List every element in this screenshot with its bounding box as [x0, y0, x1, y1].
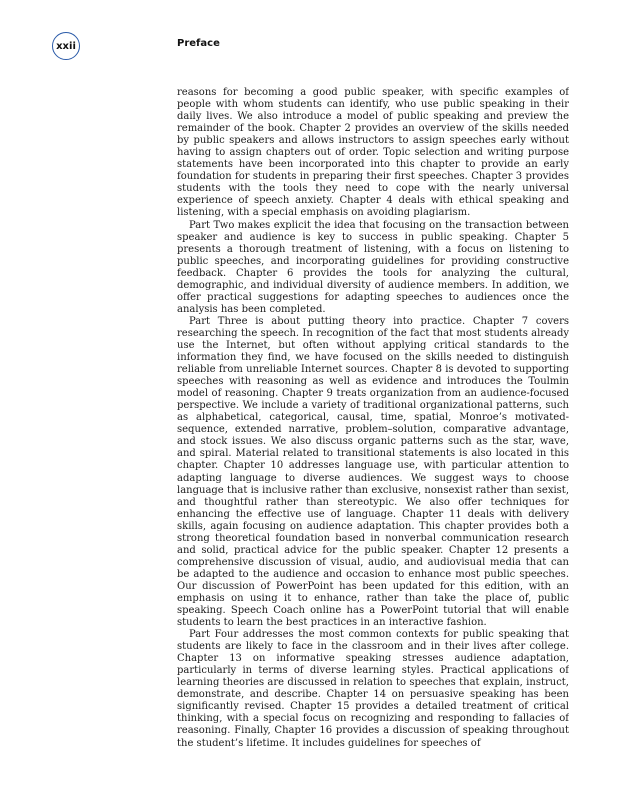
body-text [177, 87, 569, 767]
paragraph-3: Part Three is about putting theory into practice. Chapter 7 covers researching the speech. In recognition of the fact that most students already use the Internet, but often without applying critical standards to the information they find, we have focused on the skills needed to distinguish reliable from unreliable Internet sources. Chapter 8 is devoted to supporting speeches with reasoning as well as evidence and introduces the Toulmin model of reasoning. Chapter 9 treats organization from an audience-focused perspective. We include a variety of traditional organizational patterns, such as alphabetical, categorical, causal, time, spatial, Monroe’s motivated-sequence, extended narrative, problem–solution, comparative advantage, and stock issues. We also discuss organic patterns such as the star, wave, and spiral. Material related to transitional statements is also located in this chapter. Chapter 10 addresses language use, with particular attention to adapting language to diverse audiences. We suggest ways to choose language that is inclusive rather than exclusive, nonsexist rather than sexist, and thoughtful rather than stereotypic. We also offer techniques for enhancing the effective use of language. Chapter 11 deals with delivery skills, again focusing on audience adaptation. This chapter provides both a strong theoretical foundation based in nonverbal communication research and solid, practical advice for the public speaker. Chapter 12 presents a comprehensive discussion of visual, audio, and audiovisual media that can be adapted to the audience and occasion to enhance most public speeches. Our discussion of PowerPoint has been updated for this edition, with an emphasis on using it to enhance, rather than take the place of, public speaking. Speech Coach online has a PowerPoint tutorial that will enable students to learn the best practices in an interactive fashion. [177, 315, 569, 629]
paragraph-2: Part Two makes explicit the idea that focusing on the transaction between speaker and audience is key to success in public speaking. Chapter 5 presents a thorough treatment of listening, with a focus on listening to public speeches, and incorporating guidelines for providing constructive feedback. Chapter 6 provides the tools for analyzing the cultural, demographic, and individual diversity of audience members. In addition, we offer practical suggestions for adapting speeches to audiences once the analysis has been completed. [177, 219, 569, 315]
page-number: xxii [52, 32, 80, 60]
running-head: Preface [177, 38, 220, 49]
paragraph-1: reasons for becoming a good public speaker, with specific examples of people with whom students can identify, who use public speaking in their daily lives. We also introduce a model of public speaking and preview the remainder of the book. Chapter 2 provides an overview of the skills needed by public speakers and allows instructors to assign speeches early without having to assign chapters out of order. Topic selection and writing purpose statements have been incorporated into this chapter to provide an early foundation for students in preparing their first speeches. Chapter 3 provides students with the tools they need to cope with the nearly universal experience of speech anxiety. Chapter 4 deals with ethical speaking and listening, with a special emphasis on avoiding plagiarism. [177, 87, 569, 219]
paragraph-4: Part Four addresses the most common contexts for public speaking that students are likely to face in the classroom and in their lives after college. Chapter 13 on informative speaking stresses audience adaptation, particularly in terms of diverse learning styles. Practical applications of learning theories are discussed in relation to speeches that explain, instruct, demonstrate, and describe. Chapter 14 on persuasive speaking has been significantly revised. Chapter 15 provides a detailed treatment of critical thinking, with a special focus on recognizing and responding to fallacies of reasoning. Finally, Chapter 16 provides a discussion of speaking throughout the student’s lifetime. It includes guidelines for speeches of [177, 629, 569, 749]
